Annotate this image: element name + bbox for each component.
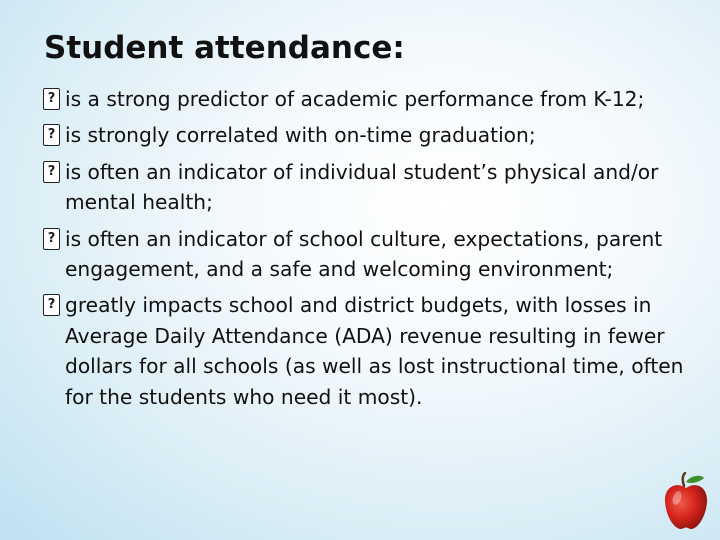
bullet-text: is strongly correlated with on-time graduation; xyxy=(65,123,536,148)
apple-icon xyxy=(662,472,710,532)
bullet-list xyxy=(43,84,703,418)
bullet-text: is a strong predictor of academic performance from K-12; xyxy=(65,87,645,111)
bullet-item xyxy=(43,290,703,412)
bullet-text: is often an indicator of individual student’s physical and/or mental health; xyxy=(65,159,659,215)
missing-glyph-box-icon xyxy=(43,124,60,146)
bullet-text: is often an indicator of school culture, expectations, parent engagement, and a safe and welcoming environment; xyxy=(65,226,663,282)
bullet-text: greatly impacts school and district budgets, with losses in Average Daily Attendance (ADA) revenue resulting in fewer dollars for all schools (as well as lost instructional time, often for the students who need it most). xyxy=(65,293,684,409)
bullet-item xyxy=(43,224,703,285)
slide-title: Student attendance: xyxy=(44,30,405,66)
missing-glyph-box-icon xyxy=(43,161,60,183)
missing-glyph-box-icon xyxy=(43,228,60,250)
bullet-item xyxy=(43,157,703,218)
bullet-item xyxy=(43,120,703,150)
missing-glyph-box-icon xyxy=(43,294,60,316)
missing-glyph-box-icon xyxy=(43,88,60,110)
bullet-item xyxy=(43,84,703,114)
